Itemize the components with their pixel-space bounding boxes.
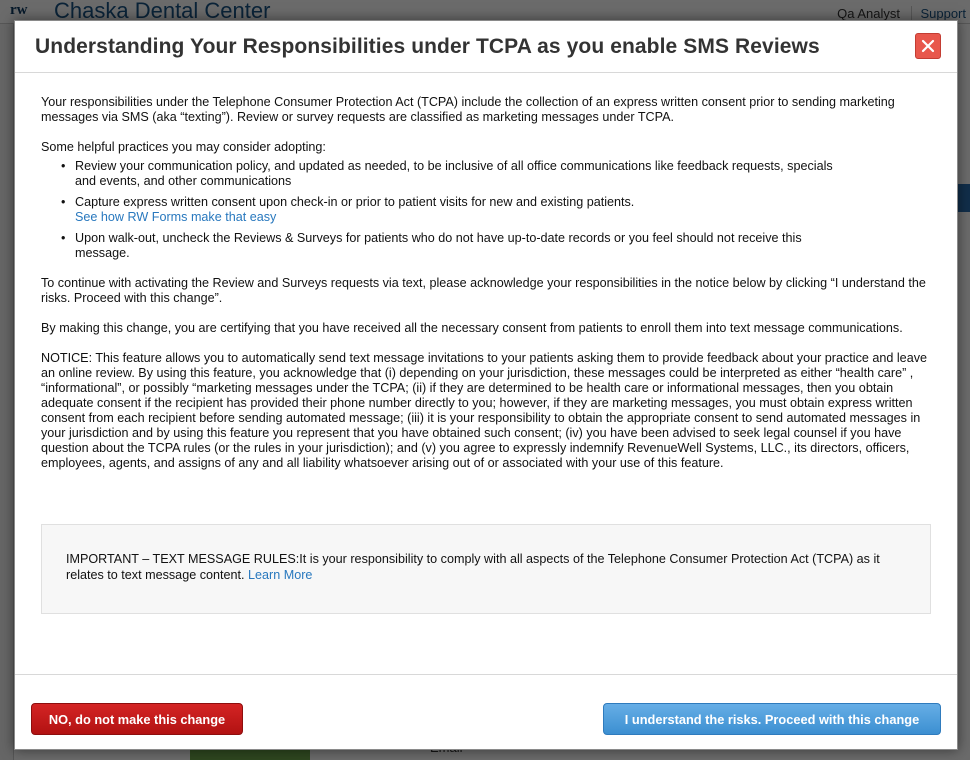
learn-more-link[interactable]: Learn More (248, 568, 313, 582)
rw-forms-link[interactable]: See how RW Forms make that easy (75, 210, 277, 224)
continue-paragraph: To continue with activating the Review and Surveys requests via text, please acknowledge your responsibilities in the notice below by clicking “I understand the risks. Proceed with this change”. (41, 276, 926, 305)
tcpa-modal (14, 20, 958, 750)
list-item (59, 231, 839, 261)
intro-paragraph: Your responsibilities under the Telephone Consumer Protection Act (TCPA) include the collection of an express written consent prior to sending marketing messages via SMS (aka “texting”). Review or survey requests are classified as marketing messages under TCPA. (41, 95, 895, 124)
important-notice-box (41, 524, 931, 614)
modal-title: Understanding Your Responsibilities under TCPA as you enable SMS Reviews (35, 35, 820, 58)
list-item (59, 159, 839, 189)
decline-button[interactable]: NO, do not make this change (31, 703, 243, 735)
important-text: IMPORTANT – TEXT MESSAGE RULES:It is your responsibility to comply with all aspects of the Telephone Consumer Protection Act (TCPA) as it relates to text message content. (66, 552, 880, 582)
notice-paragraph: NOTICE: This feature allows you to automatically send text message invitations to your patients asking them to provide feedback about your practice and leave an online review. By using this feature, you acknowledge that (i) depending on your jurisdiction, these messages could be interpreted as either “health care” , “informational”, or possibly “marketing messages under the TCPA; (ii) if they are determined to be health care or informational messages, then you obtain adequate consent if the recipient has provided their phone number directly to you; however, if they are marketing messages, you must obtain express written consent from each recipient before sending automated message; (iii) it is your responsibility to obtain the appropriate consent to send automated messages in your jurisdiction and by using this feature you represent that you have obtained such consent; (iv) you have been advised to seek legal counsel if you have question about the TCPA rules (or the rules in your jurisdiction); and (v) you agree to expressly indemnify RevenueWell Systems, LLC., its directors, officers, employees, agents, and assigns of any and all liability whatsoever arising out of or associated with your use of this feature. (41, 351, 927, 470)
practice-text: • Review your communication policy, and updated as needed, to be inclusive of all office communications like feedback requests, specials and events, and other communications (75, 159, 833, 188)
practice-text: • Upon walk-out, uncheck the Reviews & Surveys for patients who do not have up-to-date records or you feel should not receive this message. (75, 231, 802, 260)
certify-paragraph: By making this change, you are certifying that you have received all the necessary consent from patients to enroll them into text message communications. (41, 321, 903, 335)
close-button[interactable] (915, 33, 941, 59)
modal-header (15, 21, 957, 73)
modal-footer (15, 674, 957, 751)
accept-button[interactable]: I understand the risks. Proceed with this change (603, 703, 941, 735)
practice-text: • Capture express written consent upon check-in or prior to patient visits for new and existing patients. (75, 195, 635, 209)
practices-list (41, 159, 931, 261)
close-icon (921, 39, 935, 53)
practices-heading: Some helpful practices you may consider adopting: (41, 140, 326, 154)
list-item (59, 195, 839, 225)
